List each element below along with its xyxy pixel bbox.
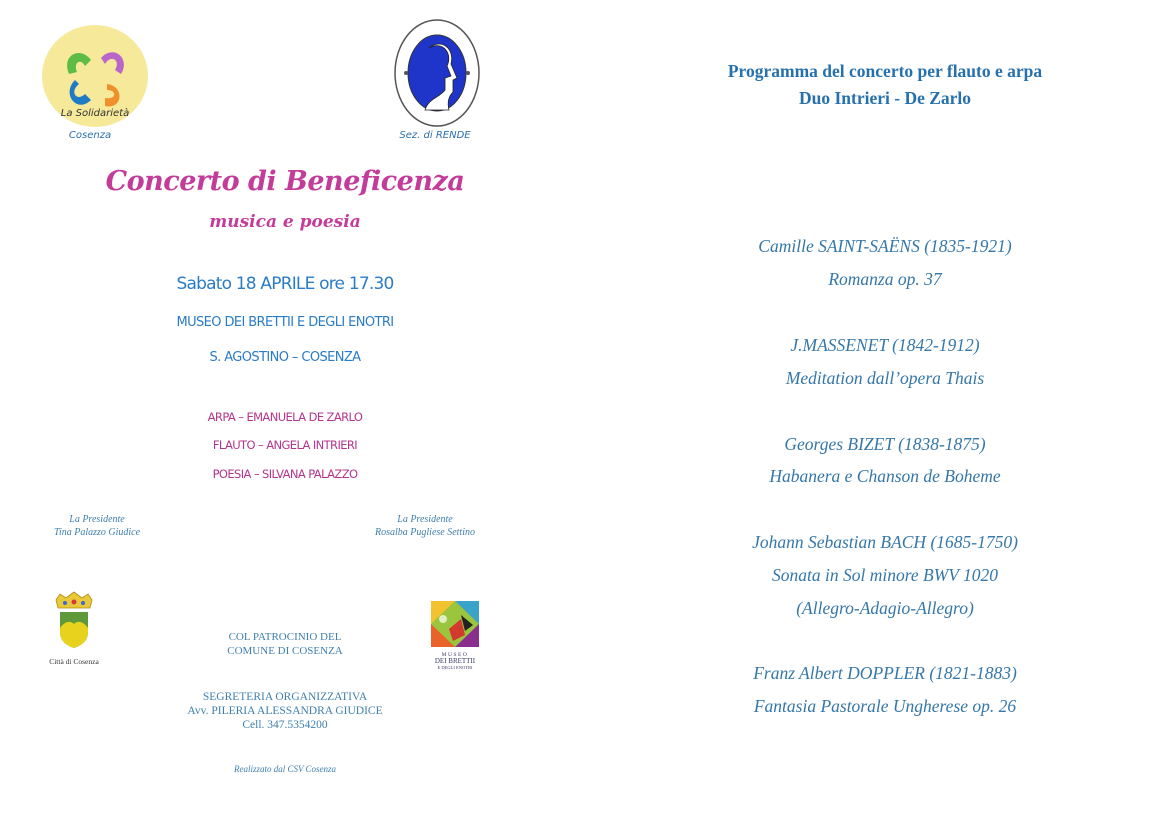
program-work: Fantasia Pastorale Ungherese op. 26 xyxy=(753,696,1017,716)
secretariat-phone: Cell. 347.5354200 xyxy=(242,719,328,731)
museo-logo-line3: E DEGLI ENOTRI xyxy=(437,665,473,670)
museo-logo-line1: MUSEO xyxy=(441,652,469,658)
program-composer: Johann Sebastian BACH (1685-1750) xyxy=(752,532,1018,552)
citta-cosenza-caption: Città di Cosenza xyxy=(49,657,99,666)
program-work: Sonata in Sol minore BWV 1020 xyxy=(771,565,999,585)
program-work: Meditation dall’opera Thais xyxy=(785,368,985,388)
president-name: Tina Palazzo Giudice xyxy=(53,527,141,538)
convegni-logo-caption: Sez. di RENDE xyxy=(399,130,471,141)
citta-cosenza-crest xyxy=(46,590,102,666)
solidarieta-logo-text: La Solidarietà xyxy=(60,108,130,119)
program-composer: Camille SAINT-SAËNS (1835-1921) xyxy=(758,236,1012,256)
event-location: S. AGOSTINO – COSENZA xyxy=(209,350,361,365)
event-title: Concerto di Beneficenza xyxy=(105,166,465,197)
program-composer: Georges BIZET (1838-1875) xyxy=(784,434,986,454)
program-work-movements: (Allegro-Adagio-Allegro) xyxy=(796,598,974,618)
secretariat-contact-name: Avv. PILERIA ALESSANDRA GIUDICE xyxy=(187,705,383,717)
patronage-line2: COMUNE DI COSENZA xyxy=(227,645,343,657)
program-title xyxy=(640,58,1130,112)
event-subtitle: musica e poesia xyxy=(209,212,361,232)
secretariat xyxy=(150,690,420,732)
president-left xyxy=(30,513,164,539)
event-venue: MUSEO DEI BRETTII E DEGLI ENOTRI xyxy=(176,315,394,330)
president-role: La Presidente xyxy=(397,514,453,525)
program-composer: Franz Albert DOPPLER (1821-1883) xyxy=(753,663,1017,683)
credit-line: Realizzato dal CSV Cosenza xyxy=(233,764,337,774)
program-work: Habanera e Chanson de Boheme xyxy=(769,466,1001,486)
patronage xyxy=(170,630,400,658)
program-title-line1: Programma del concerto per flauto e arpa xyxy=(727,61,1043,81)
museo-logo-line2: DEI BRETTII xyxy=(434,657,476,665)
convegni-cultura-logo xyxy=(393,18,481,128)
event-date: Sabato 18 APRILE ore 17.30 xyxy=(176,274,394,294)
museo-brettii-logo xyxy=(431,601,479,670)
solidarieta-logo xyxy=(41,24,149,128)
program-title-line2: Duo Intrieri - De Zarlo xyxy=(798,88,972,108)
program-work: Romanza op. 37 xyxy=(828,269,942,289)
president-name: Rosalba Pugliese Settino xyxy=(375,527,475,538)
performer-poetry: POESIA – SILVANA PALAZZO xyxy=(212,467,358,481)
solidarieta-logo-caption: Cosenza xyxy=(68,130,112,141)
president-role: La Presidente xyxy=(69,514,125,525)
secretariat-title: SEGRETERIA ORGANIZZATIVA xyxy=(202,691,368,703)
performer-flute: FLAUTO – ANGELA INTRIERI xyxy=(212,438,358,452)
performer-harp: ARPA – EMANUELA DE ZARLO xyxy=(207,410,363,424)
program-composer: J.MASSENET (1842-1912) xyxy=(790,335,980,355)
patronage-line1: COL PATROCINIO DEL xyxy=(228,631,342,643)
president-right xyxy=(355,513,495,539)
